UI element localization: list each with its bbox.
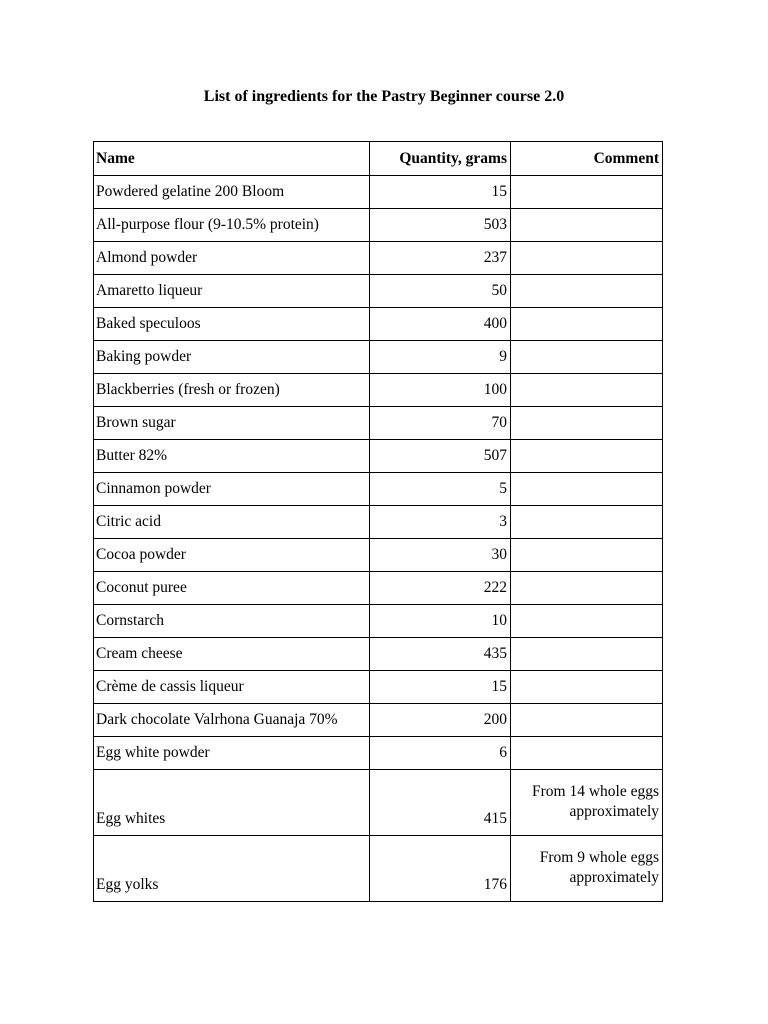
ingredient-name: Egg yolks <box>94 836 370 902</box>
ingredient-quantity: 50 <box>370 275 511 308</box>
ingredient-quantity: 400 <box>370 308 511 341</box>
ingredient-comment <box>511 209 663 242</box>
table-row <box>94 572 663 605</box>
table-row <box>94 275 663 308</box>
ingredient-name: Cornstarch <box>94 605 370 638</box>
ingredient-quantity: 10 <box>370 605 511 638</box>
table-row <box>94 638 663 671</box>
table-row <box>94 770 663 836</box>
ingredient-comment <box>511 704 663 737</box>
table-row <box>94 836 663 902</box>
page-title: List of ingredients for the Pastry Beginner course 2.0 <box>203 88 565 105</box>
table-row <box>94 242 663 275</box>
ingredient-name: Baking powder <box>94 341 370 374</box>
ingredient-quantity: 15 <box>370 176 511 209</box>
ingredient-name: Crème de cassis liqueur <box>94 671 370 704</box>
ingredient-name: Brown sugar <box>94 407 370 440</box>
ingredient-comment <box>511 572 663 605</box>
ingredient-name: Blackberries (fresh or frozen) <box>94 374 370 407</box>
ingredient-quantity: 100 <box>370 374 511 407</box>
comment-line: approximately <box>569 802 659 820</box>
table-row <box>94 473 663 506</box>
header-name: Name <box>94 142 370 176</box>
ingredient-name: Cocoa powder <box>94 539 370 572</box>
ingredient-quantity: 503 <box>370 209 511 242</box>
ingredient-comment <box>511 407 663 440</box>
ingredient-quantity: 507 <box>370 440 511 473</box>
ingredient-comment <box>511 275 663 308</box>
ingredient-comment <box>511 374 663 407</box>
ingredient-quantity: 415 <box>370 770 511 836</box>
ingredient-name: Coconut puree <box>94 572 370 605</box>
ingredient-comment <box>511 836 663 902</box>
ingredient-name: Cream cheese <box>94 638 370 671</box>
table-row <box>94 308 663 341</box>
ingredient-name: Citric acid <box>94 506 370 539</box>
comment-line: From 9 whole eggs <box>539 848 659 866</box>
ingredient-name: Butter 82% <box>94 440 370 473</box>
table-row <box>94 605 663 638</box>
ingredient-name: Egg white powder <box>94 737 370 770</box>
ingredient-quantity: 9 <box>370 341 511 374</box>
ingredient-comment <box>511 176 663 209</box>
header-quantity: Quantity, grams <box>370 142 511 176</box>
ingredient-name: Cinnamon powder <box>94 473 370 506</box>
table-row <box>94 539 663 572</box>
table-row <box>94 341 663 374</box>
ingredient-comment <box>511 638 663 671</box>
table-header-row <box>94 142 663 176</box>
ingredient-name: All-purpose flour (9-10.5% protein) <box>94 209 370 242</box>
table-row <box>94 506 663 539</box>
ingredient-quantity: 5 <box>370 473 511 506</box>
table-body <box>94 176 663 902</box>
ingredient-quantity: 435 <box>370 638 511 671</box>
ingredient-quantity: 3 <box>370 506 511 539</box>
ingredient-comment <box>511 605 663 638</box>
ingredient-name: Egg whites <box>94 770 370 836</box>
table-row <box>94 671 663 704</box>
ingredient-comment <box>511 737 663 770</box>
header-comment: Comment <box>511 142 663 176</box>
ingredient-comment <box>511 506 663 539</box>
ingredient-quantity: 200 <box>370 704 511 737</box>
ingredient-comment <box>511 341 663 374</box>
comment-line: From 14 whole eggs <box>531 782 659 800</box>
comment-line: approximately <box>569 868 659 886</box>
ingredient-quantity: 6 <box>370 737 511 770</box>
ingredient-comment <box>511 242 663 275</box>
table-row <box>94 374 663 407</box>
ingredient-quantity: 222 <box>370 572 511 605</box>
ingredient-name: Dark chocolate Valrhona Guanaja 70% <box>94 704 370 737</box>
table-row <box>94 407 663 440</box>
table-row <box>94 440 663 473</box>
table-row <box>94 176 663 209</box>
table-row <box>94 704 663 737</box>
ingredient-quantity: 15 <box>370 671 511 704</box>
ingredient-name: Powdered gelatine 200 Bloom <box>94 176 370 209</box>
table-row <box>94 737 663 770</box>
ingredient-quantity: 176 <box>370 836 511 902</box>
ingredient-quantity: 30 <box>370 539 511 572</box>
ingredient-name: Amaretto liqueur <box>94 275 370 308</box>
ingredient-comment <box>511 440 663 473</box>
ingredient-comment <box>511 539 663 572</box>
ingredients-table <box>93 141 663 902</box>
ingredient-comment <box>511 473 663 506</box>
ingredient-name: Baked speculoos <box>94 308 370 341</box>
ingredient-quantity: 70 <box>370 407 511 440</box>
ingredient-quantity: 237 <box>370 242 511 275</box>
ingredient-comment <box>511 770 663 836</box>
ingredient-comment <box>511 308 663 341</box>
ingredient-name: Almond powder <box>94 242 370 275</box>
table-row <box>94 209 663 242</box>
ingredient-comment <box>511 671 663 704</box>
